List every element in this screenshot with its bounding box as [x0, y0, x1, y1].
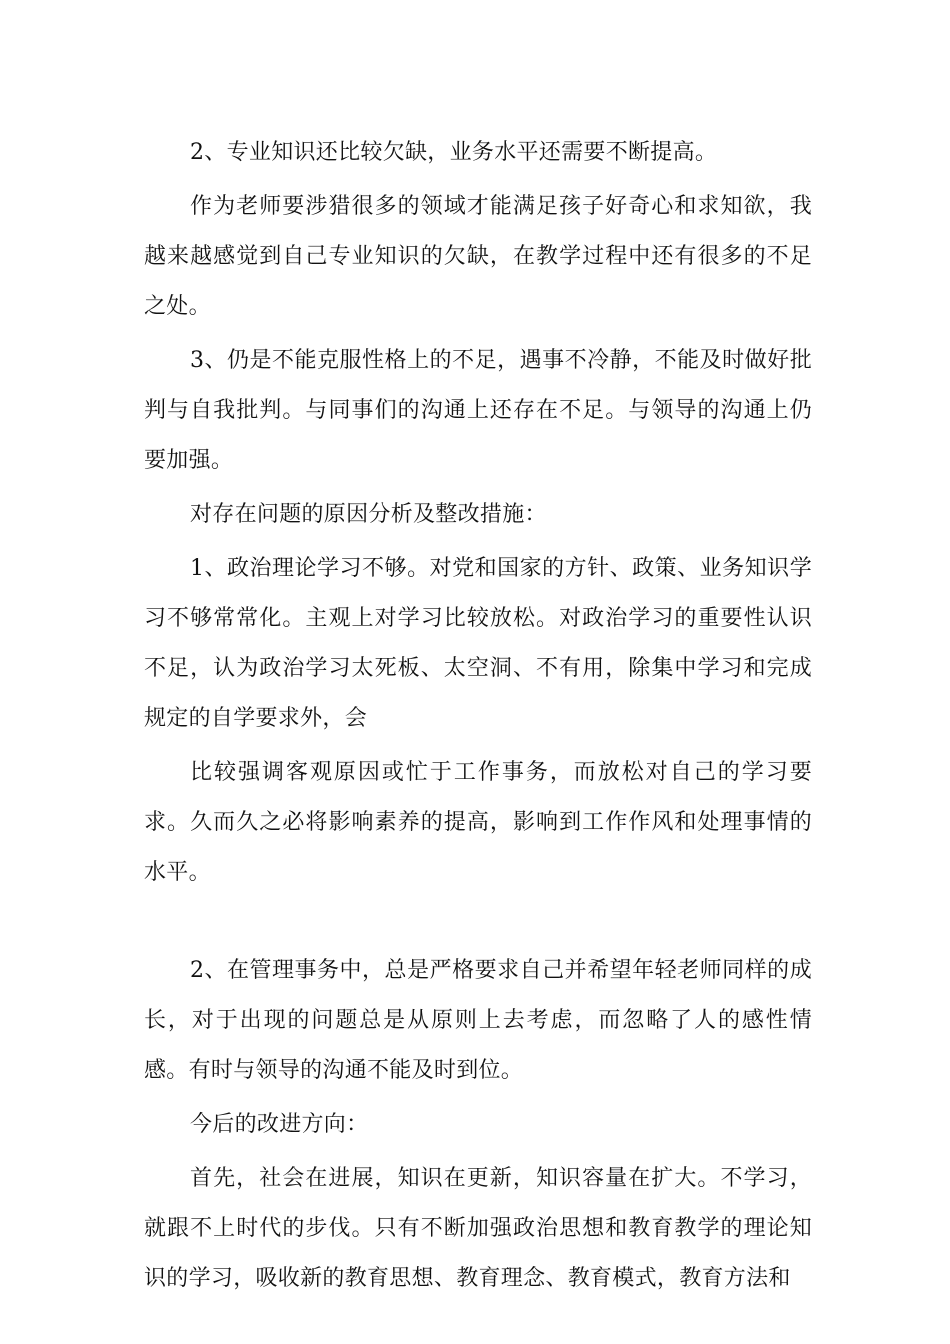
paragraph-shortcoming-2: 2、专业知识还比较欠缺，业务水平还需要不断提高。	[190, 140, 718, 165]
paragraph-cause-1-continued: 比较强调客观原因或忙于工作事务，而放松对自己的学习要求。久而久之必将影响素养的提高，影响到工作作风和处理事情的水平。	[144, 760, 812, 885]
blank-gap	[144, 902, 812, 946]
paragraph-cause-1: 1、政治理论学习不够。对党和国家的方针、政策、业务知识学习不够常常化。主观上对学习比较放松。对政治学习的重要性认识不足，认为政治学习太死板、太空洞、不有用，除集中学习和完成规定的自学要求外，会	[144, 556, 812, 731]
paragraph-improvement-first: 首先，社会在进展，知识在更新，知识容量在扩大。不学习，就跟不上时代的步伐。只有不断加强政治思想和教育教学的理论知识的学习，吸收新的教育思想、教育理念、教育模式，教育方法和	[144, 1166, 812, 1291]
paragraph-shortcoming-2-detail: 作为老师要涉猎很多的领域才能满足孩子好奇心和求知欲，我越来越感觉到自己专业知识的欠缺，在教学过程中还有很多的不足之处。	[144, 194, 812, 319]
paragraph-shortcoming-3: 3、仍是不能克服性格上的不足，遇事不冷静，不能及时做好批判与自我批判。与同事们的沟通上还存在不足。与领导的沟通上仍要加强。	[144, 348, 812, 473]
paragraph-cause-analysis-heading: 对存在问题的原因分析及整改措施：	[190, 502, 547, 527]
paragraph-improvement-heading: 今后的改进方向：	[190, 1112, 369, 1137]
document-body	[144, 128, 812, 1308]
paragraph-cause-2: 2、在管理事务中，总是严格要求自己并希望年轻老师同样的成长，对于出现的问题总是从原则上去考虑，而忽略了人的感性情感。有时与领导的沟通不能及时到位。	[144, 958, 812, 1083]
